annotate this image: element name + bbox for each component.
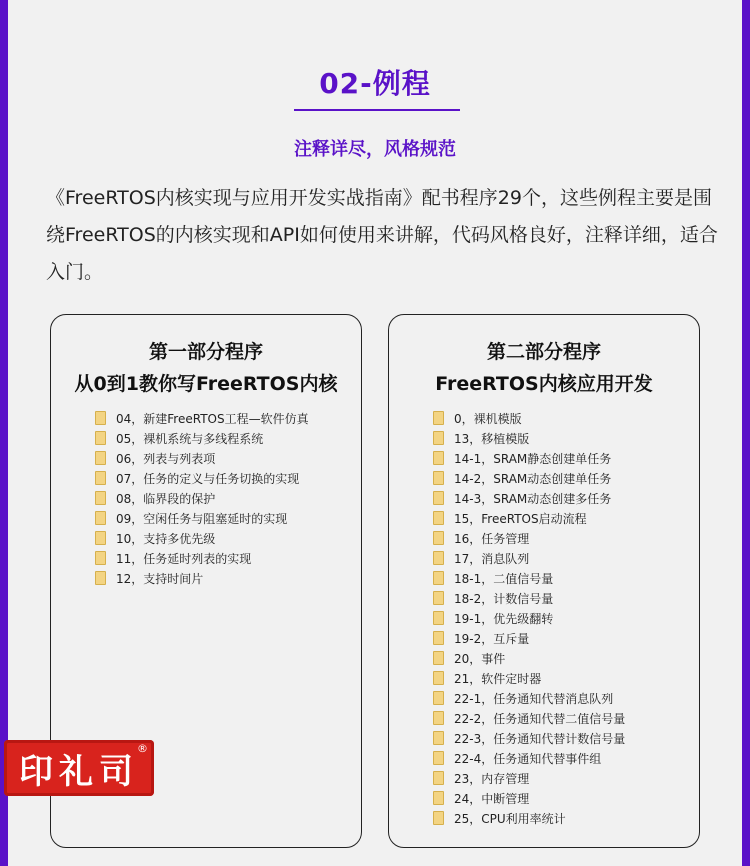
folder-icon [433,811,444,825]
list-item[interactable] [433,488,625,508]
list-item[interactable] [433,608,625,628]
list-item-label: 22-4，任务通知代替事件组 [454,751,602,766]
list-item[interactable] [95,568,309,588]
folder-icon [95,551,106,565]
list-item[interactable] [433,708,625,728]
part1-file-list [95,408,309,588]
folder-icon [433,471,444,485]
list-item[interactable] [95,408,309,428]
list-item-label: 22-1，任务通知代替消息队列 [454,691,614,706]
part1-subtitle: 从0到1教你写FreeRTOS内核 [74,373,338,395]
folder-icon [433,511,444,525]
folder-icon [95,411,106,425]
list-item-label: 14-3，SRAM动态创建多任务 [454,491,612,506]
list-item-label: 22-2，任务通知代替二值信号量 [454,711,626,726]
folder-icon [95,571,106,585]
list-item[interactable] [433,688,625,708]
list-item[interactable] [433,748,625,768]
list-item-label: 19-1，优先级翻转 [454,611,554,626]
list-item-label: 17，消息队列 [454,551,530,566]
folder-icon [433,451,444,465]
list-item[interactable] [433,508,625,528]
list-item[interactable] [433,428,625,448]
folder-icon [95,491,106,505]
page [8,0,742,866]
folder-icon [433,751,444,765]
part1-title: 第一部分程序 [148,341,263,363]
list-item-label: 0，裸机模版 [454,411,522,426]
list-item[interactable] [95,468,309,488]
folder-icon [95,451,106,465]
list-item-label: 20，事件 [454,651,506,666]
list-item[interactable] [433,408,625,428]
list-item-label: 07，任务的定义与任务切换的实现 [116,471,300,486]
list-item[interactable] [433,568,625,588]
list-item[interactable] [433,628,625,648]
section-subheading: 注释详尽，风格规范 [294,139,456,160]
folder-icon [433,491,444,505]
folder-icon [433,691,444,705]
list-item[interactable] [95,548,309,568]
folder-icon [433,791,444,805]
registered-mark: ® [137,742,148,755]
folder-icon [95,431,106,445]
list-item-label: 08，临界段的保护 [116,491,216,506]
folder-icon [433,631,444,645]
folder-icon [433,551,444,565]
heading-underline [294,109,460,111]
list-item-label: 09，空闲任务与阻塞延时的实现 [116,511,288,526]
section-heading: 02-例程 [319,67,431,100]
seal-logo [4,740,154,796]
list-item[interactable] [433,548,625,568]
folder-icon [433,531,444,545]
list-item-label: 11，任务延时列表的实现 [116,551,252,566]
folder-icon [433,431,444,445]
part2-subtitle: FreeRTOS内核应用开发 [435,373,653,395]
list-item[interactable] [95,428,309,448]
folder-icon [95,471,106,485]
seal-text: 印礼司 [19,751,139,792]
list-item[interactable] [433,448,625,468]
list-item-label: 12，支持时间片 [116,571,204,586]
list-item-label: 24，中断管理 [454,791,530,806]
folder-icon [95,511,106,525]
list-item-label: 23，内存管理 [454,771,530,786]
list-item-label: 06，列表与列表项 [116,451,216,466]
part2-card [388,314,700,848]
list-item-label: 14-1，SRAM静态创建单任务 [454,451,612,466]
folder-icon [433,571,444,585]
list-item-label: 14-2，SRAM动态创建单任务 [454,471,612,486]
list-item[interactable] [433,588,625,608]
list-item-label: 16，任务管理 [454,531,530,546]
list-item[interactable] [95,488,309,508]
list-item-label: 19-2，互斥量 [454,631,530,646]
list-item-label: 15，FreeRTOS启动流程 [454,511,587,526]
list-item[interactable] [95,508,309,528]
list-item-label: 18-1，二值信号量 [454,571,554,586]
folder-icon [433,771,444,785]
folder-icon [433,651,444,665]
list-item-label: 21，软件定时器 [454,671,542,686]
list-item-label: 13，移植模版 [454,431,530,446]
list-item-label: 18-2，计数信号量 [454,591,554,606]
folder-icon [95,531,106,545]
list-item[interactable] [95,448,309,468]
folder-icon [433,411,444,425]
list-item[interactable] [433,788,625,808]
intro-paragraph: 《FreeRTOS内核实现与应用开发实战指南》配书程序29个，这些例程主要是围绕FreeRTOS的内核实现和API如何使用来讲解，代码风格良好，注释详细，适合入门。 [46,187,718,283]
part2-title: 第二部分程序 [486,341,601,363]
folder-icon [433,711,444,725]
list-item[interactable] [433,728,625,748]
list-item-label: 05，裸机系统与多线程系统 [116,431,264,446]
list-item[interactable] [433,468,625,488]
folder-icon [433,671,444,685]
list-item-label: 04，新建FreeRTOS工程—软件仿真 [116,411,309,426]
folder-icon [433,591,444,605]
list-item[interactable] [433,648,625,668]
list-item[interactable] [433,768,625,788]
part2-file-list [433,408,625,828]
list-item-label: 22-3，任务通知代替计数信号量 [454,731,626,746]
folder-icon [433,611,444,625]
list-item[interactable] [95,528,309,548]
list-item-label: 25，CPU利用率统计 [454,811,566,826]
folder-icon [433,731,444,745]
list-item-label: 10，支持多优先级 [116,531,216,546]
list-item[interactable] [433,528,625,548]
list-item[interactable] [433,808,625,828]
list-item[interactable] [433,668,625,688]
